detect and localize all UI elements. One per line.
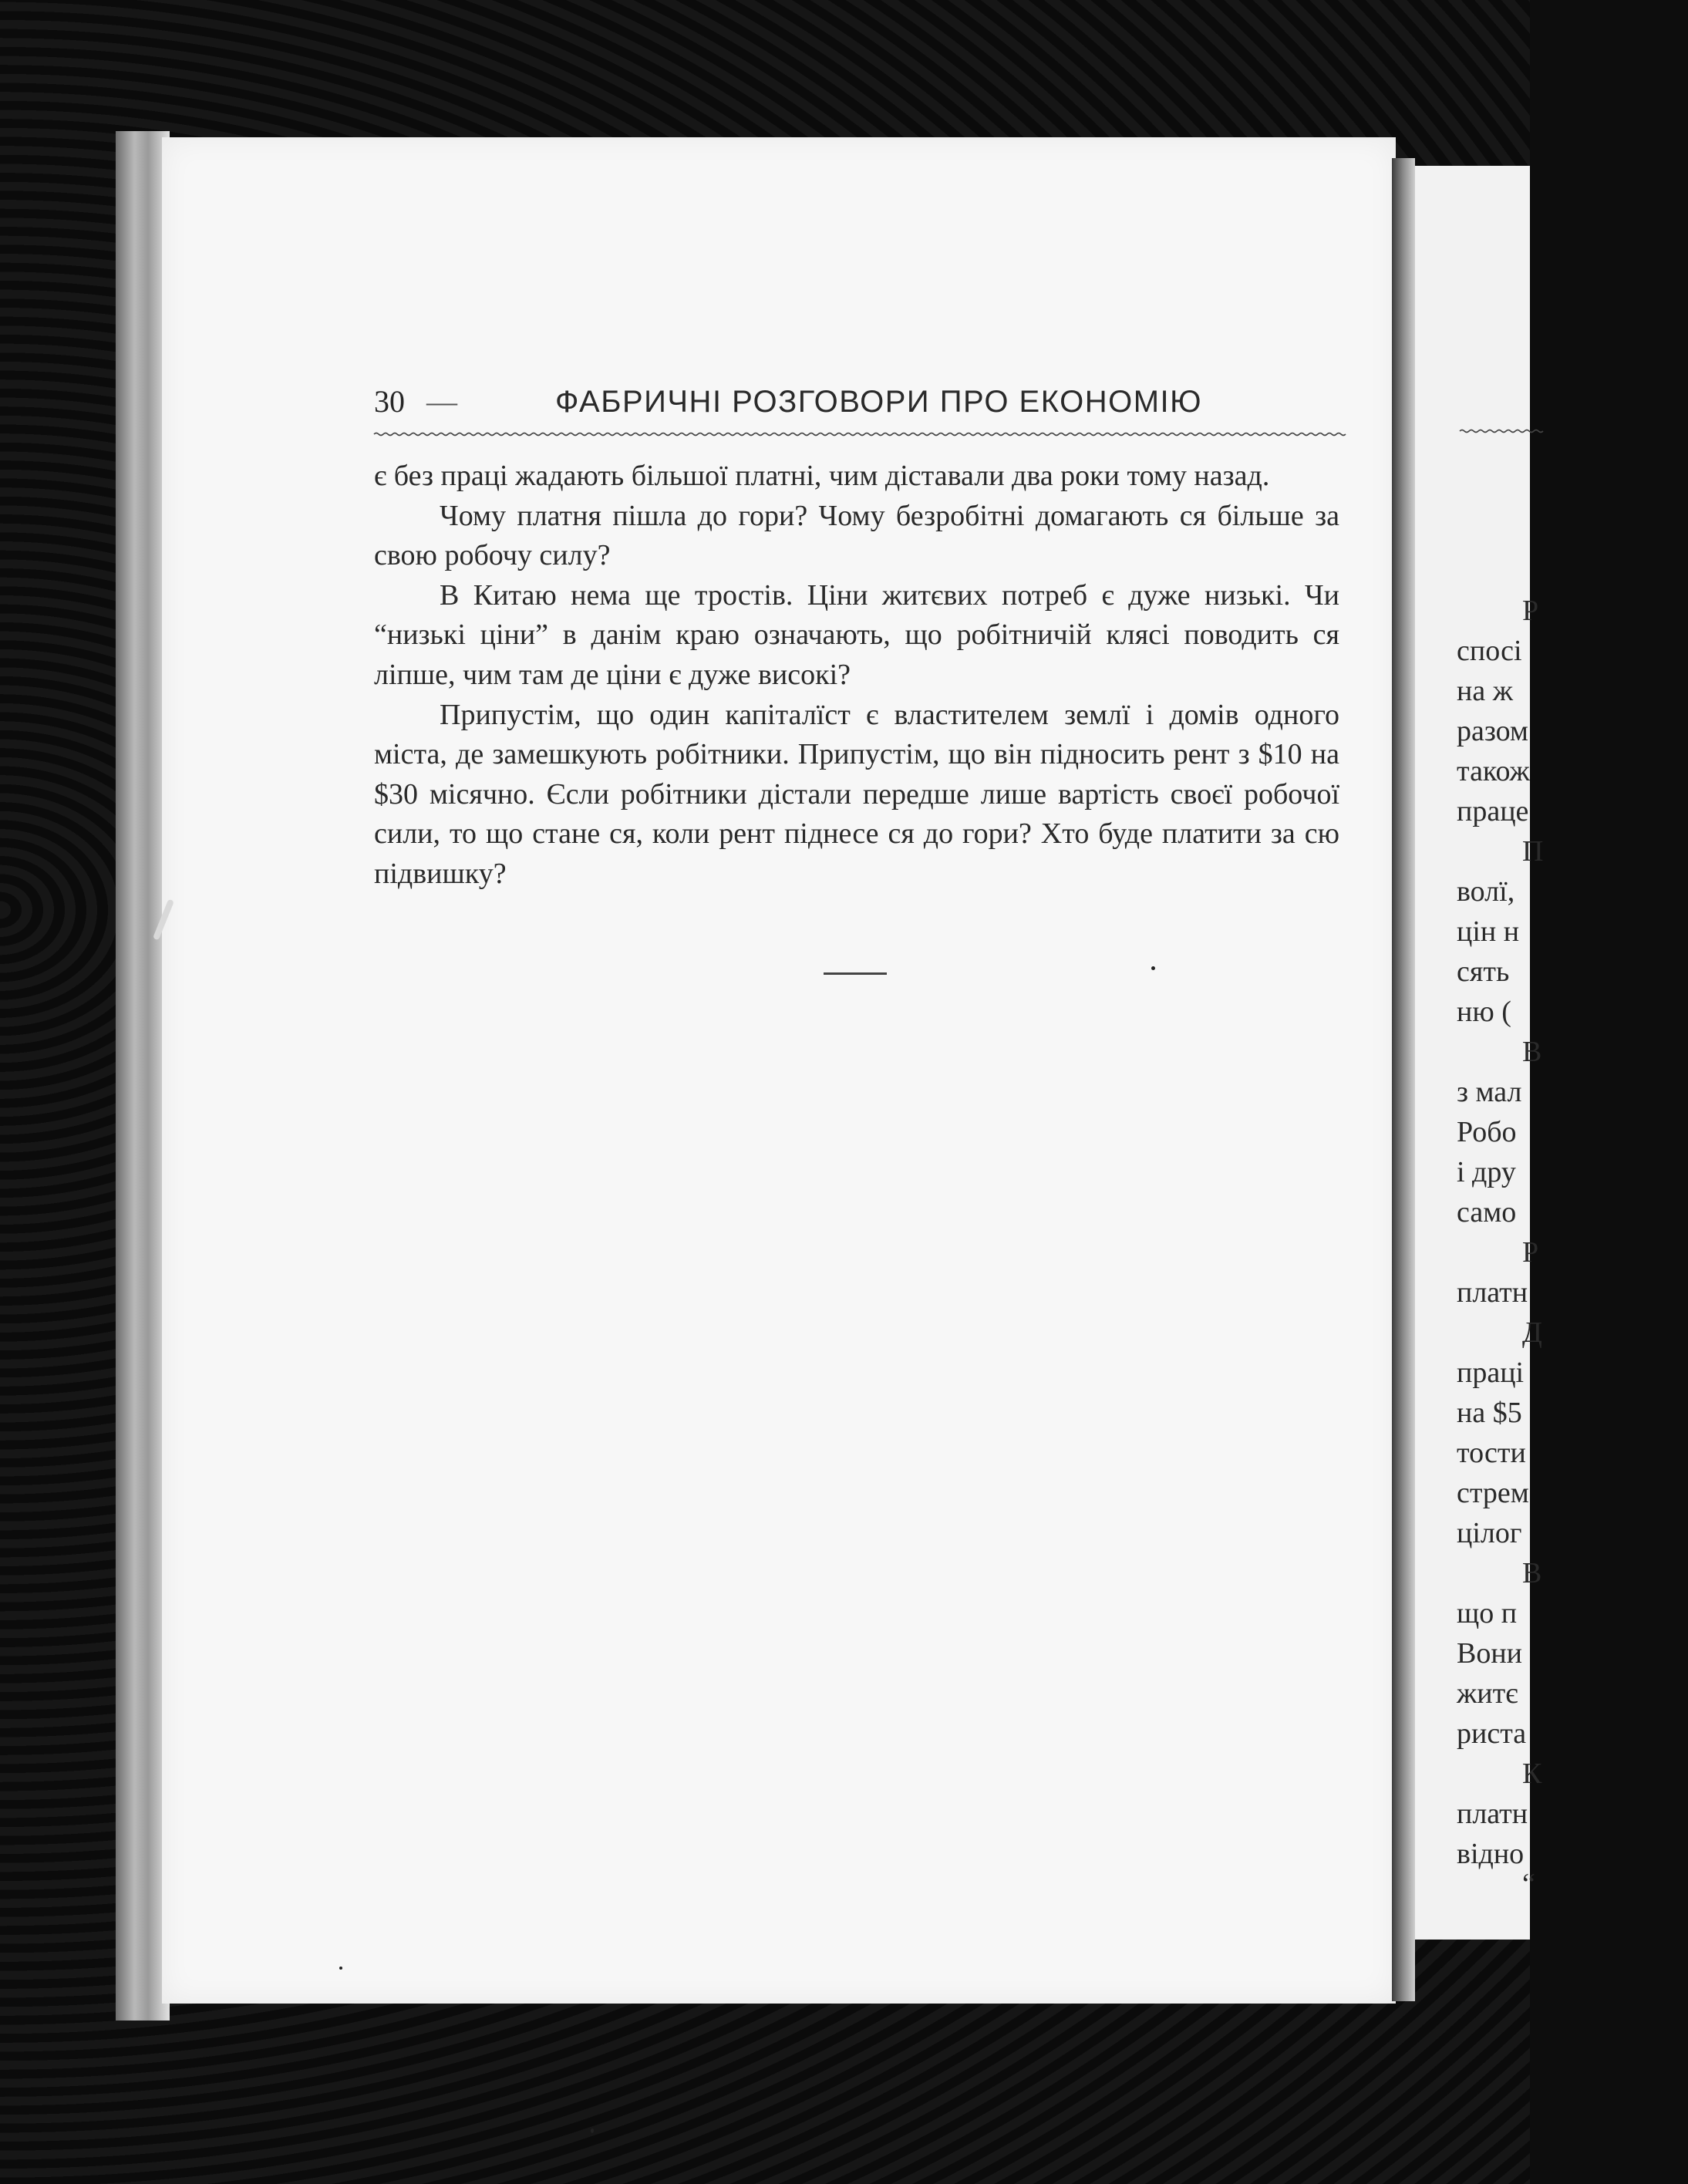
section-end-rule [824,972,887,975]
facing-page-line: на ж [1457,675,1513,707]
facing-page-line: цін н [1457,915,1520,948]
facing-page-line: Робо [1457,1116,1517,1148]
facing-page-wavy-rule [1460,426,1537,436]
book-gutter [1392,158,1415,2001]
facing-page-line: В [1522,1557,1542,1589]
paragraph: Чому платня пішла до гори? Чому безробітні домагають ся більше за свою робочу силу? [374,499,1339,572]
facing-page-line: Р [1522,595,1539,627]
facing-page-line: Д [1522,1316,1542,1349]
speck [1151,966,1155,970]
facing-page-line: само [1457,1196,1517,1228]
facing-page [1415,166,1544,1940]
facing-page-line: волї, [1457,875,1515,908]
speck [591,2128,594,2133]
facing-page-line: К [1522,1758,1542,1790]
facing-page-line: В [1522,1036,1542,1068]
facing-page-line: ню ( [1457,996,1511,1028]
header-dash: — [426,384,457,419]
body-text [374,457,1339,895]
facing-page-line: тости [1457,1437,1526,1469]
facing-page-line: П [1522,835,1544,868]
facing-page-line: на $5 [1457,1397,1522,1429]
facing-page-line: відно [1457,1838,1525,1870]
paragraph: є без праці жадають більшої платні, чим діставали два роки тому назад. [374,460,1270,492]
facing-page-line: разом [1457,715,1528,747]
facing-page-line: також [1457,755,1530,787]
facing-page-line: Р [1522,1236,1539,1269]
facing-page-line: з мал [1457,1076,1522,1108]
facing-page-line: цілог [1457,1517,1522,1549]
facing-page-line: праці [1457,1357,1525,1389]
running-head: ФАБРИЧНІ РОЗГОВОРИ ПРО ЕКОНОМІЮ [555,385,1203,419]
facing-page-line: риста [1457,1717,1527,1750]
facing-page-line: стрем [1457,1477,1529,1509]
facing-page-line: і дру [1457,1156,1516,1188]
facing-page-line: платн [1457,1798,1528,1830]
paragraph: Припустім, що один капіталїст є властителем землї і домів одного міста, де замешкують робітники. Припустім, що він підносить рент з $10 на $30 місячно. Єсли робітники дістали передше лише вартість своєї робочої сили, то що стане ся, коли рент піднесе ся до гори? Хто буде платити за сю підвишку? [374,698,1339,890]
facing-page-line: спосі [1457,635,1522,667]
page-number: 30 [374,384,405,419]
page-header [374,383,1339,422]
facing-page-line: “ [1522,1868,1535,1900]
facing-page-line: праце [1457,795,1529,827]
facing-page-line: платн [1457,1276,1528,1309]
speck [339,1967,342,1970]
facing-page-line: що п [1457,1597,1518,1630]
paragraph: В Китаю нема ще тростів. Ціни житєвих потреб є дуже низькі. Чи “низькі ціни” в данім краю означають, що робітничій клясі поводить ся ліпше, чим там де ціни є дуже високі? [374,578,1339,691]
facing-page-line: Вони [1457,1637,1523,1670]
facing-page-line: житє [1457,1677,1518,1710]
header-wavy-rule [374,430,1339,439]
facing-page-line: сять [1457,956,1510,988]
